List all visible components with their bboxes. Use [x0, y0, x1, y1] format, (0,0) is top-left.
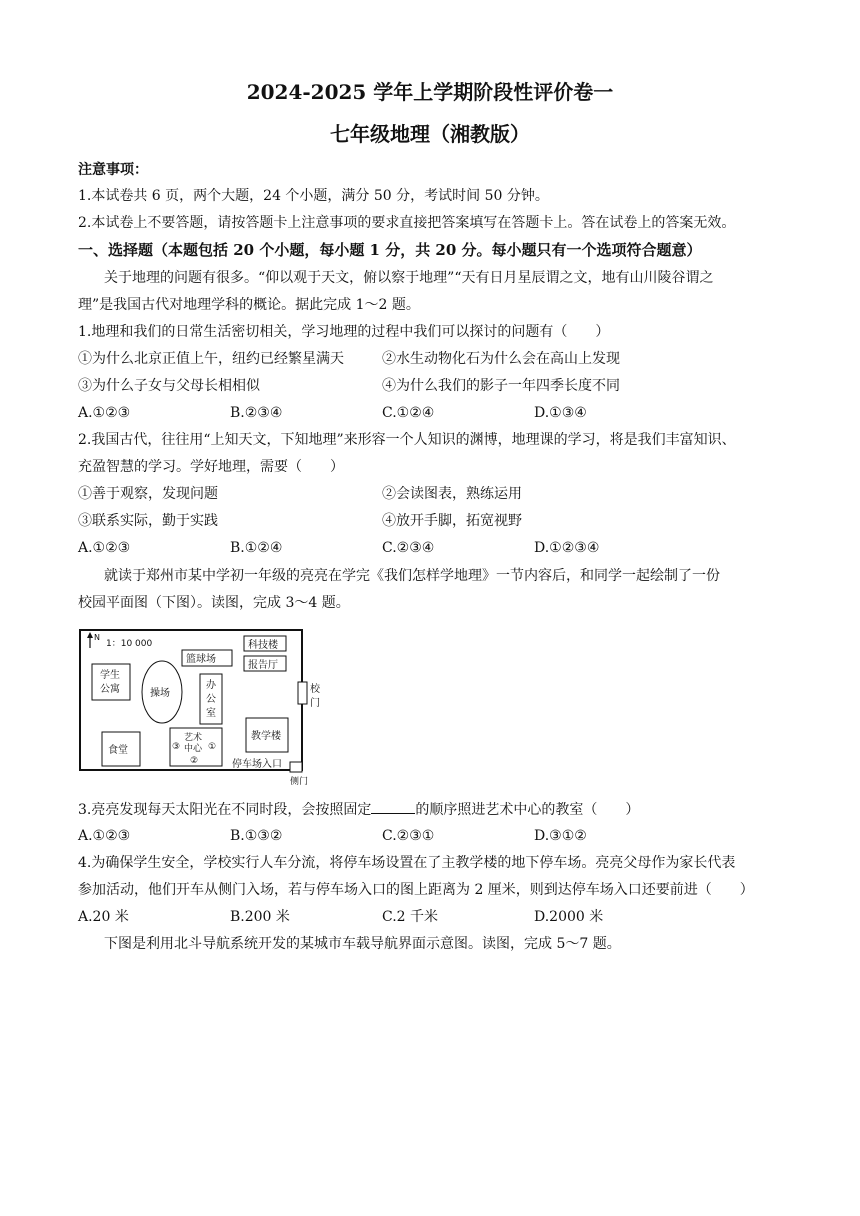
q1-option-c[interactable]: C.①②④	[382, 405, 435, 421]
q3-option-b[interactable]: B.①③②	[230, 828, 283, 844]
exam-title: 2024-2025 学年上学期阶段性评价卷一	[246, 80, 614, 104]
basketball-label: 篮球场	[186, 654, 216, 665]
q4-option-d[interactable]: D.2000 米	[534, 909, 604, 925]
q2-option-a[interactable]: A.①②③	[78, 540, 131, 556]
section-heading: 一、选择题（本题包括 20 个小题，每小题 1 分，共 20 分。每小题只有一个选项符合题意）	[78, 241, 702, 259]
q2-stem-2: 充盈智慧的学习。学好地理，需要（ ）	[78, 459, 344, 475]
intro2-line-1: 就读于郑州市某中学初一年级的亮亮在学完《我们怎样学地理》一节内容后，和同学一起绘制了一份	[104, 568, 720, 584]
q1-item-1: ①为什么北京正值上午，纽约已经繁星满天	[78, 351, 344, 367]
q3-stem	[78, 799, 639, 820]
q1-item-4: ④为什么我们的影子一年四季长度不同	[382, 378, 620, 394]
canteen-label: 食堂	[108, 745, 128, 756]
q4-stem-1: 4.为确保学生安全，学校实行人车分流，将停车场设置在了主教学楼的地下停车场。亮亮父母作为家长代表	[78, 855, 736, 871]
intro3-line: 下图是利用北斗导航系统开发的某城市车载导航界面示意图。读图，完成 5～7 题。	[104, 936, 621, 952]
office-label-3: 室	[206, 708, 216, 719]
intro-line-1: 关于地理的问题有很多。“仰以观于天文，俯以察于地理”“天有日月星辰谓之文，地有山川陵谷谓之	[104, 270, 714, 286]
q1-stem: 1.地理和我们的日常生活密切相关，学习地理的过程中我们可以探讨的问题有（ ）	[78, 324, 610, 340]
q2-option-b[interactable]: B.①②④	[230, 540, 283, 556]
q3-option-c[interactable]: C.②③①	[382, 828, 435, 844]
q1-options	[78, 403, 778, 423]
q2-item-2: ②会读图表，熟练运用	[382, 486, 522, 502]
q4-options	[78, 907, 778, 927]
office-label-2: 公	[206, 694, 216, 705]
q1-option-d[interactable]: D.①③④	[534, 405, 587, 421]
q3-option-a[interactable]: A.①②③	[78, 828, 131, 844]
campus-map	[78, 626, 328, 786]
teaching-label: 教学楼	[251, 731, 281, 742]
art-marker-3: ③	[172, 742, 181, 752]
q4-stem-2: 参加活动，他们开车从侧门入场，若与停车场入口的图上距离为 2 厘米，则到达停车场入口还要前进（ ）	[78, 882, 754, 898]
q1-item-3: ③为什么子女与父母长相相似	[78, 378, 260, 394]
exam-subtitle: 七年级地理（湘教版）	[330, 122, 530, 146]
q4-option-a[interactable]: A.20 米	[78, 909, 129, 925]
intro2-line-2: 校园平面图（下图）。读图，完成 3～4 题。	[78, 595, 350, 611]
q2-items-row-2	[78, 511, 778, 531]
q2-option-c[interactable]: C.②③④	[382, 540, 435, 556]
q3-blank[interactable]	[371, 799, 415, 814]
office-label-1: 办	[206, 680, 216, 691]
q1-option-a[interactable]: A.①②③	[78, 405, 131, 421]
q2-items-row-1	[78, 484, 778, 504]
side-gate	[290, 762, 302, 772]
main-gate	[298, 682, 307, 704]
notice-item-1: 1.本试卷共 6 页，两个大题，24 个小题，满分 50 分，考试时间 50 分钟。	[78, 188, 549, 204]
q1-items-row-2	[78, 376, 778, 396]
art-label-2: 中心	[184, 744, 203, 754]
dorm-label-1: 学生	[100, 670, 120, 681]
art-label-1: 艺术	[184, 733, 203, 743]
q3-stem-a: 3.亮亮发现每天太阳光在不同时段，会按照固定	[78, 802, 372, 818]
q2-stem-1: 2.我国古代，往往用“上知天文，下知地理”来形容一个人知识的渊博，地理课的学习，将是我们丰富知识、	[78, 432, 736, 448]
q1-items-row-1	[78, 349, 778, 369]
q2-item-3: ③联系实际，勤于实践	[78, 513, 218, 529]
intro-line-2: 理”是我国古代对地理学科的概论。据此完成 1～2 题。	[78, 297, 420, 313]
map-north: N	[94, 633, 100, 642]
q1-option-b[interactable]: B.②③④	[230, 405, 283, 421]
art-marker-1: ①	[208, 742, 217, 752]
dorm-label-2: 公寓	[100, 684, 120, 695]
q3-stem-b: 的顺序照进艺术中心的教室（ ）	[415, 802, 640, 818]
notice-item-2: 2.本试卷上不要答题，请按答题卡上注意事项的要求直接把答案填写在答题卡上。答在试卷上的答案无效。	[78, 215, 736, 231]
q1-item-2: ②水生动物化石为什么会在高山上发现	[382, 351, 620, 367]
hall-label: 报告厅	[248, 660, 278, 671]
q3-option-d[interactable]: D.③①②	[534, 828, 587, 844]
playground-label: 操场	[150, 688, 170, 699]
tech-label: 科技楼	[248, 640, 278, 651]
q3-options	[78, 826, 778, 846]
q2-option-d[interactable]: D.①②③④	[534, 540, 600, 556]
q2-options	[78, 538, 778, 558]
q4-option-b[interactable]: B.200 米	[230, 909, 290, 925]
gate-label-1: 校	[310, 684, 320, 695]
q2-item-1: ①善于观察，发现问题	[78, 486, 218, 502]
notice-heading: 注意事项：	[78, 162, 148, 178]
art-marker-2: ②	[190, 756, 199, 766]
gate-label-2: 门	[310, 698, 320, 709]
map-scale: 1：10 000	[106, 639, 153, 649]
side-gate-label: 侧门	[290, 777, 309, 786]
q2-item-4: ④放开手脚，拓宽视野	[382, 513, 522, 529]
parking-label: 停车场入口	[232, 759, 282, 770]
q4-option-c[interactable]: C.2 千米	[382, 909, 439, 925]
